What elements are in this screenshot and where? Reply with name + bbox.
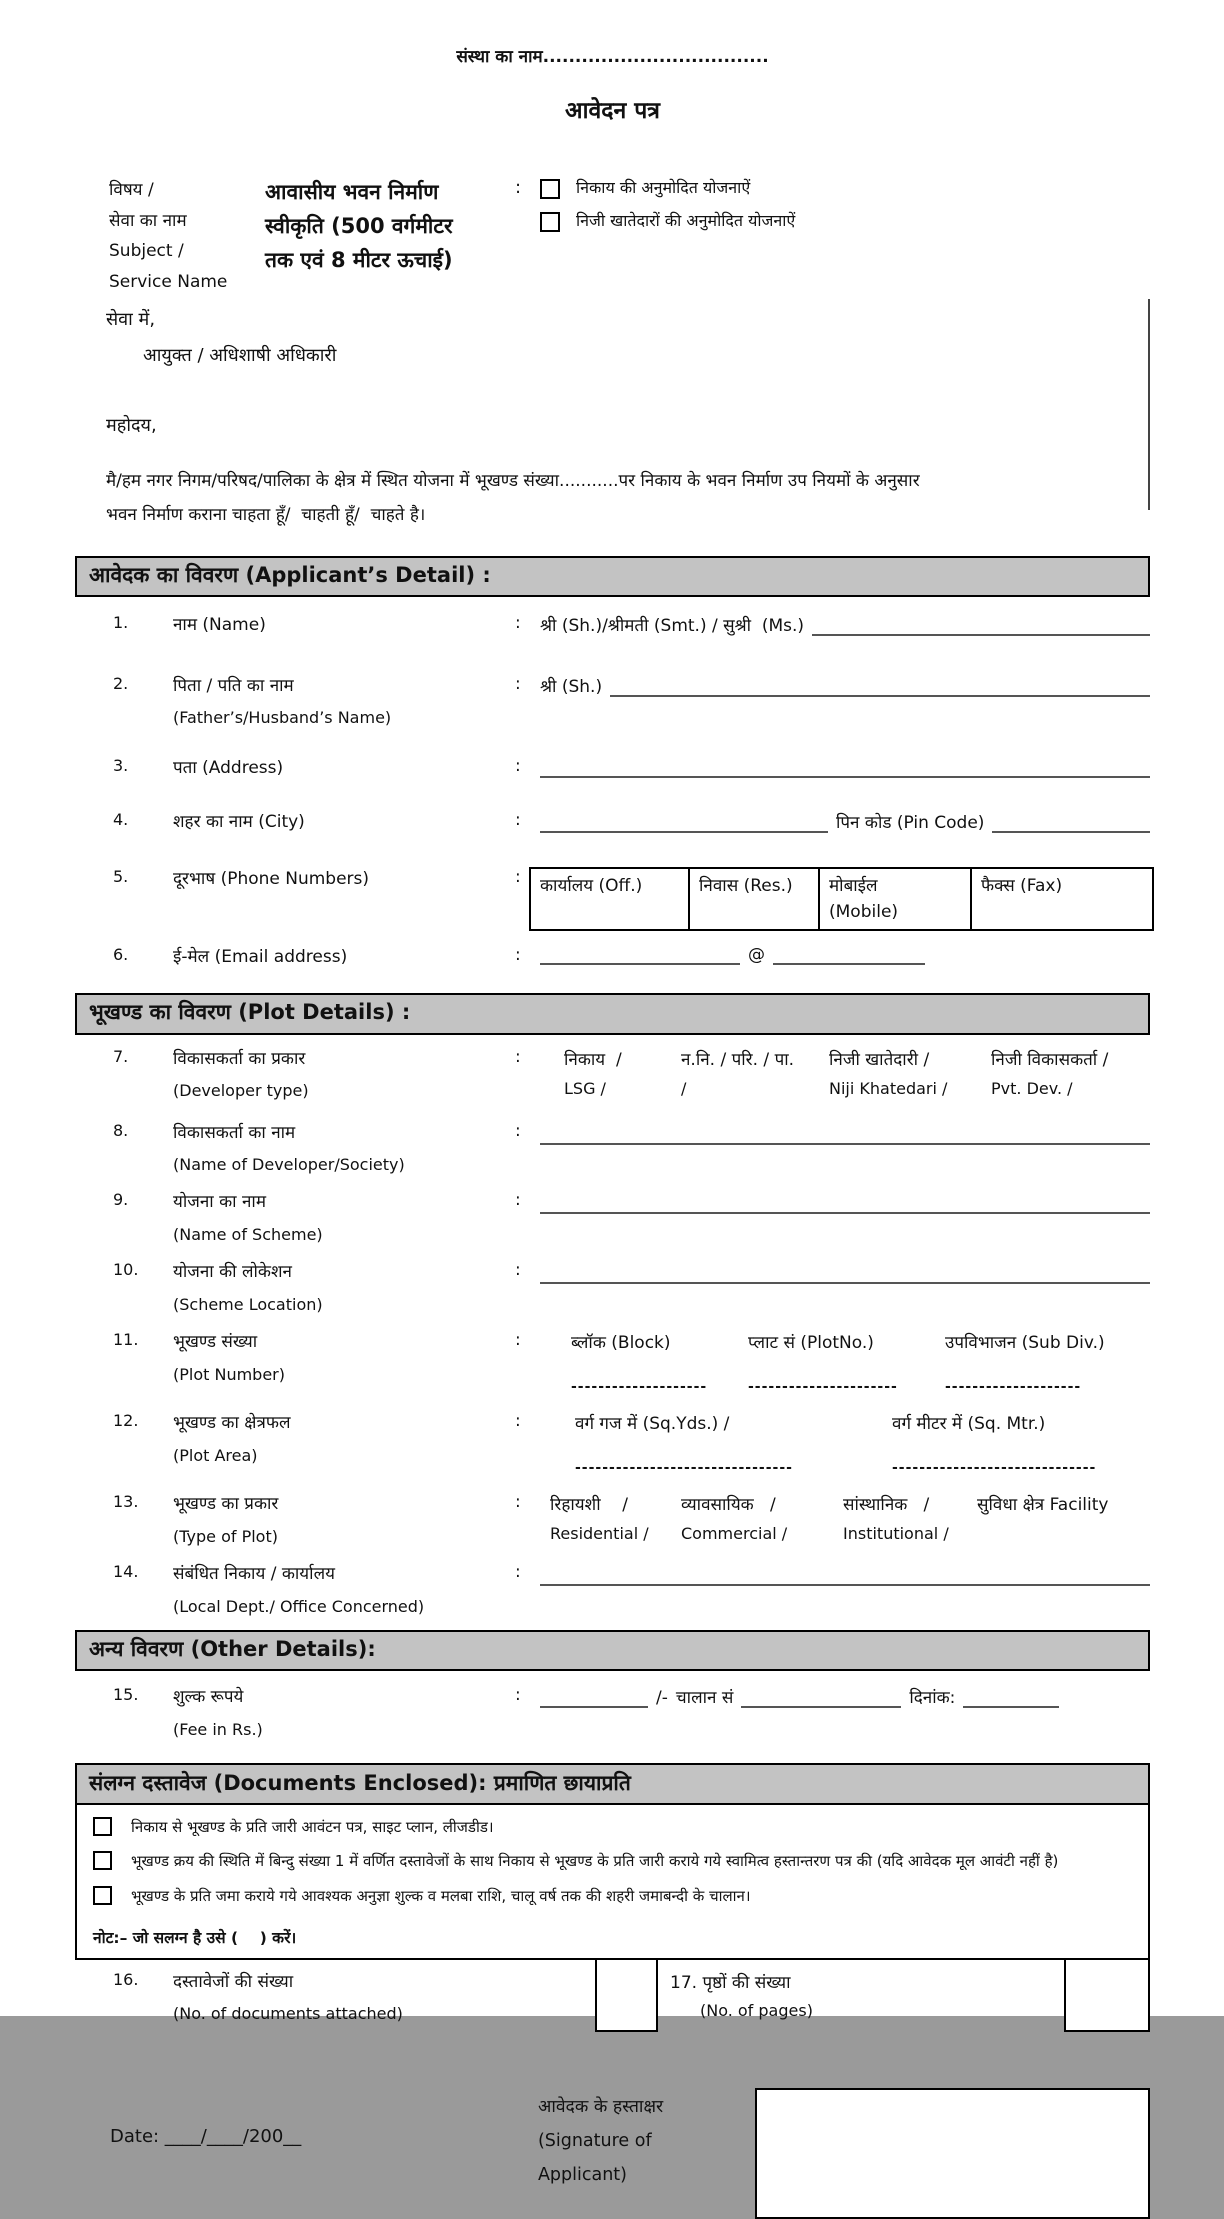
block-blank-field[interactable]: -------------------- <box>571 1379 708 1396</box>
row-number: 5. <box>113 866 129 886</box>
letter-body-line-1: मै/हम नगर निगम/परिषद/पालिका के क्षेत्र में स्थित योजना में भूखण्ड संख्या...........पर निकाय के भवन निर्माण उप नियमों के अनुसार <box>106 471 920 492</box>
label-hi: भूखण्ड का क्षेत्रफल <box>173 1413 291 1434</box>
row-number: 12. <box>113 1411 139 1431</box>
sq-mtr-blank-field[interactable]: ------------------------------ <box>892 1460 1097 1477</box>
document-item-3 <box>77 1874 1148 1908</box>
row-number: 1. <box>113 613 129 633</box>
colon: : <box>515 866 521 887</box>
email-local-blank-field[interactable] <box>540 948 740 965</box>
subject-block <box>75 175 1150 297</box>
label-hi: योजना का नाम <box>173 1192 266 1213</box>
plot-area-label <box>173 1411 515 1467</box>
row-number: 2. <box>113 673 129 693</box>
plot-type-options-en <box>540 1524 1150 1543</box>
colon: : <box>515 1561 521 1582</box>
subject-label-en-2: Service Name <box>109 271 228 292</box>
label-hi: शुल्क रूपये <box>173 1687 244 1708</box>
document-item-2-label: भूखण्ड क्रय की स्थिति में बिन्दु संख्या 1 में वर्णित दस्तावेजों के साथ निकाय से भूखण्ड के प्रति जारी कराये गये स्वामित्व हस्तान्तरण पत्र की (यदि आवेदक मूल आवंटी नहीं है) <box>131 1852 1059 1871</box>
section-header-plot-details: भूखण्ड का विवरण (Plot Details) : <box>75 993 1150 1034</box>
city-blank-field[interactable] <box>540 816 828 833</box>
row-number: 4. <box>113 810 129 830</box>
label-en: (No. of documents attached) <box>173 2004 403 2024</box>
option-residential-en[interactable]: Residential / <box>550 1524 649 1544</box>
sq-yds-blank-field[interactable]: -------------------------------- <box>575 1460 793 1477</box>
scheme-name-label <box>173 1190 515 1246</box>
organization-name-line: संस्था का नाम................................... <box>456 47 769 67</box>
signature-label <box>538 2088 755 2192</box>
row-number: 10. <box>113 1260 139 1280</box>
colon: : <box>515 944 521 965</box>
name-blank-field[interactable] <box>812 619 1150 636</box>
label-en: (Father’s/Husband’s Name) <box>173 708 392 728</box>
label-en: (Type of Plot) <box>173 1526 278 1546</box>
signature-label-hi: आवेदक के हस्ताक्षर <box>537 2096 664 2117</box>
right-border-line <box>1148 299 1150 510</box>
phone-office-label: कार्यालय (Off.) <box>540 875 643 896</box>
form-row-plot-type <box>75 1492 1150 1548</box>
challan-no-label: चालान सं <box>675 1688 734 1709</box>
email-domain-blank-field[interactable] <box>773 948 925 965</box>
row-number: 14. <box>113 1561 139 1581</box>
row-number: 15. <box>113 1685 139 1705</box>
row-number: 11. <box>113 1330 139 1350</box>
father-husband-name-label <box>173 674 515 730</box>
subject-value-line-1: आवासीय भवन निर्माण <box>265 180 439 204</box>
name-label: नाम (Name) <box>173 615 266 636</box>
documents-count-label <box>173 1970 595 2032</box>
label-hi: योजना की लोकेशन <box>173 1262 292 1283</box>
row-number: 16. <box>113 1969 139 1989</box>
subject-value-line-2: स्वीकृति (500 वर्गमीटर <box>265 214 453 239</box>
subject-value <box>265 175 515 277</box>
scheme-location-label <box>173 1260 515 1316</box>
colon: : <box>515 1492 521 1513</box>
label-en: (Plot Area) <box>173 1445 258 1465</box>
option-niji-khatedari[interactable]: निजी खातेदारी / <box>829 1049 930 1070</box>
section-header-documents-enclosed: संलग्न दस्तावेज (Documents Enclosed): प्रमाणित छायाप्रति <box>77 1765 1148 1805</box>
form-row-developer-name <box>75 1121 1150 1177</box>
letter-officer: आयुक्त / अधिशाषी अधिकारी <box>143 345 337 367</box>
phone-mobile-label-en: (Mobile) <box>829 902 899 923</box>
label-hi: संबंधित निकाय / कार्यालय <box>173 1563 335 1584</box>
option-commercial-en[interactable]: Commercial / <box>681 1524 788 1544</box>
row-number: 6. <box>113 944 129 964</box>
documents-count-block <box>75 1960 595 2032</box>
option-nikay[interactable]: निकाय / <box>564 1049 622 1070</box>
label-en: (Fee in Rs.) <box>173 1719 263 1739</box>
letter-body-line-2: भवन निर्माण कराना चाहता हूँ/ चाहती हूँ/ चाहते है। <box>106 504 426 525</box>
form-row-scheme-name <box>75 1190 1150 1246</box>
phone-residence-label: निवास (Res.) <box>699 875 793 896</box>
fee-amount-blank-field[interactable] <box>540 1691 648 1708</box>
date-label: दिनांक: <box>909 1688 956 1709</box>
sq-mtr-label: वर्ग मीटर में (Sq. Mtr.) <box>892 1414 1046 1435</box>
signature-box[interactable] <box>755 2088 1150 2219</box>
sub-div-label: उपविभाजन (Sub Div.) <box>945 1333 1105 1354</box>
scheme-name-blank-field[interactable] <box>540 1197 1150 1214</box>
label-hi: दस्तावेजों की संख्या <box>173 1971 294 1992</box>
label-hi: भूखण्ड का प्रकार <box>173 1494 279 1515</box>
father-name-prefix: श्री (Sh.) <box>540 676 603 697</box>
pages-count-block <box>658 1960 813 2032</box>
colon: : <box>515 673 521 694</box>
option-commercial-hi[interactable]: व्यावसायिक / <box>681 1495 776 1516</box>
document-item-1-label: निकाय से भूखण्ड के प्रति जारी आवंटन पत्र, साइट प्लान, लीजडीड। <box>131 1818 494 1837</box>
option-facility-hi[interactable]: सुविधा क्षेत्र Facility <box>977 1495 1109 1516</box>
plot-number-label <box>173 1330 515 1386</box>
sub-div-blank-field[interactable]: -------------------- <box>945 1379 1082 1396</box>
signature-label-en-2: Applicant) <box>537 2165 627 2186</box>
colon: : <box>515 810 521 831</box>
document-item-1 <box>77 1805 1148 1839</box>
plot-area-column-headers <box>540 1411 1150 1434</box>
plan-options <box>540 175 1150 244</box>
row-number: 3. <box>113 755 129 775</box>
plan-option-2 <box>540 210 1150 232</box>
section-header-applicant-detail: आवेदक का विवरण (Applicant’s Detail) : <box>75 556 1150 597</box>
documents-enclosed-section <box>75 1763 1150 1960</box>
subject-label-en-1: Subject / <box>109 241 184 262</box>
form-row-local-dept <box>75 1562 1150 1618</box>
label-en: (No. of pages) <box>700 2000 813 2020</box>
option-institutional-en[interactable]: Institutional / <box>843 1524 949 1544</box>
plot-type-label <box>173 1492 515 1548</box>
block-label: ब्लॉक (Block) <box>571 1333 671 1354</box>
plot-no-label: प्लाट सं (PlotNo.) <box>748 1333 874 1354</box>
footer-block <box>75 2088 1150 2219</box>
phone-office-cell[interactable] <box>531 869 690 929</box>
form-row-plot-area <box>75 1411 1150 1476</box>
email-label: ई-मेल (Email address) <box>173 946 348 967</box>
colon: : <box>515 755 521 776</box>
label-hi: पृष्ठों की संख्या <box>702 1972 791 1993</box>
date-line[interactable]: Date: ____/____/200__ <box>110 2125 302 2147</box>
label-en: (Scheme Location) <box>173 1294 323 1314</box>
phone-fax-cell[interactable] <box>972 869 1152 929</box>
phone-fax-label: फैक्स (Fax) <box>981 875 1063 896</box>
letter-to: सेवा में, <box>106 309 156 331</box>
subject-colon: : <box>515 177 522 198</box>
subject-label-hi-1: विषय / <box>109 180 154 200</box>
form-row-phone <box>75 867 1150 931</box>
row-number: 8. <box>113 1120 129 1140</box>
subject-label-hi-2: सेवा का नाम <box>109 210 187 231</box>
developer-type-options-hi <box>540 1047 1150 1070</box>
pages-count-box[interactable] <box>1064 1960 1150 2032</box>
challan-no-blank-field[interactable] <box>741 1691 901 1708</box>
plot-number-column-headers <box>540 1330 1150 1353</box>
counts-row <box>75 1960 1150 2032</box>
label-en: (Name of Developer/Society) <box>173 1155 405 1175</box>
developer-name-blank-field[interactable] <box>540 1128 1150 1145</box>
label-en: (Developer type) <box>173 1081 309 1101</box>
developer-name-label <box>173 1121 515 1177</box>
label-hi: पिता / पति का नाम <box>173 675 294 696</box>
colon: : <box>515 1190 521 1211</box>
name-prefix-options: श्री (Sh.)/श्रीमती (Smt.) / सुश्री (Ms.) <box>540 616 805 637</box>
option-institutional-hi[interactable]: सांस्थानिक / <box>843 1495 930 1516</box>
signature-label-en-1: (Signature of <box>537 2130 652 2151</box>
approved-plans-checkbox[interactable] <box>540 179 560 199</box>
form-row-plot-number <box>75 1330 1150 1395</box>
row-number: 17. <box>670 1972 698 1993</box>
option-slash: / <box>681 1078 687 1098</box>
form-row-email <box>75 945 1150 970</box>
phone-mobile-cell[interactable] <box>820 869 972 929</box>
plan-option-2-label: निजी खातेदारों की अनुमोदित योजनाऐं <box>576 211 796 231</box>
plot-area-blank-dashes <box>540 1460 1150 1476</box>
option-niji-vikaskarta[interactable]: निजी विकासकर्ता / <box>991 1049 1109 1070</box>
letter-salutation: महोदय, <box>106 415 157 437</box>
private-khatedar-plans-checkbox[interactable] <box>540 212 560 232</box>
developer-type-label <box>173 1047 515 1103</box>
pages-count-label <box>670 1970 813 1993</box>
address-blank-field[interactable] <box>540 761 1150 778</box>
label-hi: विकासकर्ता का प्रकार <box>173 1048 306 1069</box>
documents-count-box[interactable] <box>595 1960 658 2032</box>
subject-value-line-3: तक एवं 8 मीटर ऊचाई) <box>265 248 453 273</box>
option-nn-pari-pa[interactable]: न.नि. / परि. / पा. <box>681 1049 795 1070</box>
colon: : <box>515 1685 521 1706</box>
phone-numbers-table <box>529 867 1154 931</box>
form-row-scheme-location <box>75 1260 1150 1316</box>
local-dept-blank-field[interactable] <box>540 1569 1150 1586</box>
pin-code-blank-field[interactable] <box>992 816 1150 833</box>
option-lsg[interactable]: LSG / <box>564 1078 606 1098</box>
option-residential-hi[interactable]: रिहायशी / <box>550 1495 628 1516</box>
document-item-3-label: भूखण्ड के प्रति जमा कराये गये आवश्यक अनुज्ञा शुल्क व मलबा राशि, चालू वर्ष तक की शहरी जमाबन्दी के चालान। <box>131 1886 751 1905</box>
pin-code-label: पिन कोड (Pin Code) <box>836 813 985 834</box>
label-en: (Local Dept./ Office Concerned) <box>173 1596 425 1616</box>
city-label: शहर का नाम (City) <box>173 812 305 833</box>
option-pvt-dev[interactable]: Pvt. Dev. / <box>991 1078 1073 1098</box>
form-row-address <box>75 756 1150 781</box>
label-en: (Name of Scheme) <box>173 1225 323 1245</box>
form-row-city <box>75 810 1150 835</box>
plan-option-1 <box>540 177 1150 199</box>
form-row-name <box>75 613 1150 638</box>
email-at-sign: @ <box>748 944 765 965</box>
plan-option-1-label: निकाय की अनुमोदित योजनाऐं <box>576 178 751 197</box>
local-dept-label <box>173 1562 515 1618</box>
phone-label: दूरभाष (Phone Numbers) <box>173 868 370 889</box>
sq-yds-label: वर्ग गज में (Sq.Yds.) / <box>575 1414 730 1435</box>
developer-type-options-en <box>540 1079 1150 1098</box>
form-row-developer-type <box>75 1047 1150 1103</box>
fee-label <box>173 1685 515 1741</box>
row-number: 13. <box>113 1492 139 1512</box>
row-number: 7. <box>113 1046 129 1066</box>
form-title: आवेदन पत्र <box>564 98 661 124</box>
scheme-location-blank-field[interactable] <box>540 1267 1150 1284</box>
colon: : <box>515 1411 521 1432</box>
label-hi: विकासकर्ता का नाम <box>173 1122 296 1143</box>
colon: : <box>515 1260 521 1281</box>
label-en: (Plot Number) <box>173 1364 285 1384</box>
father-husband-name-blank-field[interactable] <box>610 680 1150 697</box>
fees-challan-checkbox[interactable] <box>93 1886 112 1905</box>
colon: : <box>515 1120 521 1141</box>
challan-date-blank-field[interactable] <box>963 1691 1059 1708</box>
form-row-fee <box>75 1685 1150 1741</box>
per-rs-suffix: /- <box>656 1688 668 1709</box>
documents-note: नोट:– जो सलग्न है उसे ( ) करें। <box>93 1928 297 1947</box>
plot-no-blank-field[interactable]: ---------------------- <box>748 1379 898 1396</box>
plot-type-options-hi <box>540 1492 1150 1515</box>
phone-residence-cell[interactable] <box>690 869 820 929</box>
row-number: 9. <box>113 1190 129 1210</box>
label-hi: भूखण्ड संख्या <box>173 1332 258 1353</box>
section-header-other-details: अन्य विवरण (Other Details): <box>75 1630 1150 1671</box>
subject-label-column <box>109 175 265 297</box>
phone-mobile-label-hi: मोबाईल <box>829 875 878 896</box>
letter-body <box>75 465 1150 531</box>
allotment-letter-checkbox[interactable] <box>93 1817 112 1836</box>
option-niji-khatedari-en[interactable]: Niji Khatedari / <box>829 1078 948 1098</box>
plot-number-blank-dashes <box>540 1379 1150 1395</box>
form-row-father-husband-name <box>75 674 1150 730</box>
colon: : <box>515 1046 521 1067</box>
ownership-transfer-checkbox[interactable] <box>93 1851 112 1870</box>
address-label: पता (Address) <box>173 757 284 778</box>
document-item-2 <box>77 1839 1148 1873</box>
colon: : <box>515 1330 521 1351</box>
colon: : <box>515 613 521 634</box>
